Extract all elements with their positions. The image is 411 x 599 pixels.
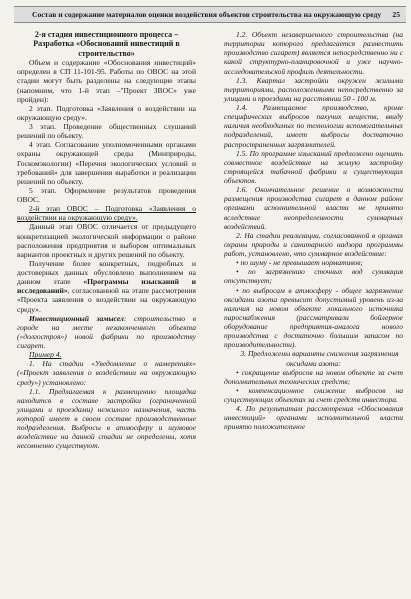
paragraph-text: Получение более конкретных, подробных и достоверных данных обусловлено выполнением на данном этапе [17,258,196,287]
list-item: • по шуму - не превышает нормативов; [236,258,364,268]
list-item: • компенсационное снижение выбросов на существующих объектах за счет средств инвестора. [224,385,403,404]
paragraph: 3. Предложены варианты снижения загрязнения оксидами азота: [240,349,399,368]
list-item: • по выбросам в атмосферу - общее загрязнение оксидами азота превысит допустимый уровень из-за наличия на новом объекте локального источника пароснабжения (рассматривали бойлерное оборудование предприятия-аналога нового производства с достаточно большим запасом по производительности). [224,285,403,350]
list-item: • по загрязнению сточных вод суммация отсутствует; [224,267,403,286]
paragraph: 1.3. Квартал застройки окружен жилыми территориями, расположенными непосредственно за улицами и проездами на расстоянии 50 - 100 м. [224,75,403,103]
section-heading: 2-я стадия инвестиционного процесса – Разработка «Обоснований инвестиций в строительство» [33,30,180,58]
bold-term: Инвестиционный замысел [29,313,124,323]
right-column [224,30,403,432]
paragraph: 2 этап. Подготовка «Заявления о воздействии на окружающую среду». [17,103,196,122]
paragraph: Данный этап ОВОС отличается от предыдущего конкретизацией экологической информации о районе расположения предприятия и выбором оптимальных вариантов проектных и других решений по объекту. [17,222,196,259]
underlined-subheading: 2-й этап ОВОС – Подготовка «Заявления о воздействии на окружающую среду». [17,204,196,223]
paragraph: 4 этап. Согласование уполномоченными органами охраны окружающей среды (Минприроды, Госкомэкологии) «Перечня экологических условий и требований» для завершения выработки и реализации решений по объекту. [17,140,196,186]
running-header [14,6,406,23]
paragraph: 1.2. Объект незавершенного строительства (на территории которого предлагается разместить производство сигарет) является непосредственно ни с какой структурно-планировочной и уже научно-исследовательской профиль деятельности. [224,30,403,76]
paragraph: 1.6. Окончательное решение о возможности размещения производства сигарет в данном районе органами исполнительной власти не принято вследствие неопределенности суммарных воздействий. [224,185,403,231]
paragraph: 1.4. Размещаемое производство, кроме специфических выбросов пахучих веществ, ввиду наличия необходимых по технологии вспомогательных подразделений, имеет выбросы достаточно распространенных загрязнителей. [224,103,403,149]
paragraph: 1.5. По программе изысканий предложено оценить совместное воздействие на жилую застройку строящейся табачной фабрики и существующих объектов. [224,148,403,185]
paragraph-text: : строительство в городе на месте незаконченного объекта («долгостроя») новой фабрики по производству сигарет. [17,313,196,351]
paragraph: 3 этап. Проведение общественных слушаний решений по объекту. [17,122,196,141]
left-column [17,30,196,451]
paragraph: 1.1. Предлагаемая к размещению площадка находится в составе застройки (ограниченной улицами и проездами) нежилого назначения, часть которой имеет в своем составе производственные подразделения. Выбросы в атмосферу и шумовое воздействие на данной стадии не определены, хотя несомненно существуют. [17,386,196,451]
paragraph: Объем и содержание «Обоснования инвестиций» определен в СП 11-101-95. Работы по ОВОС на этой стадии могут быть разделены на следующие этапы (напомним, что 1-й этап –"Проект ЗВОС» уже пройден): [17,58,196,104]
list-item: • сокращение выбросов на новом объекте за счет дополнительных технических средств; [224,367,403,386]
page-number: 25 [392,10,400,19]
paragraph [17,259,196,314]
paragraph-text: , согласованной на этапе рассмотрения «Проекта заявления о воздействии на окружающую среду». [17,286,196,314]
paragraph: 2. На стадии реализации, согласованной в органах охраны природы и санитарного надзора программы работ, установлено, что суммарное воздействие: [224,230,403,258]
paragraph: 1. На стадии «Уведомление о намерениях» («Проект заявления о воздействии на окружающую среду») установлено: [17,359,196,387]
paragraph: 5 этап. Оформление результатов проведения ОВОС. [17,185,196,205]
paragraph [17,314,196,351]
bold-term: «Программы изысканий и исследований» [17,277,197,296]
example-label: Пример 4. [29,350,62,360]
running-header-title: Состав и содержание материалов оценки воздействия объектов строительства на окружающую среду [32,10,382,19]
paragraph: 4. По результатам рассмотрения «Обоснования инвестиций» органами исполнительной власти принято положительное [224,404,403,432]
